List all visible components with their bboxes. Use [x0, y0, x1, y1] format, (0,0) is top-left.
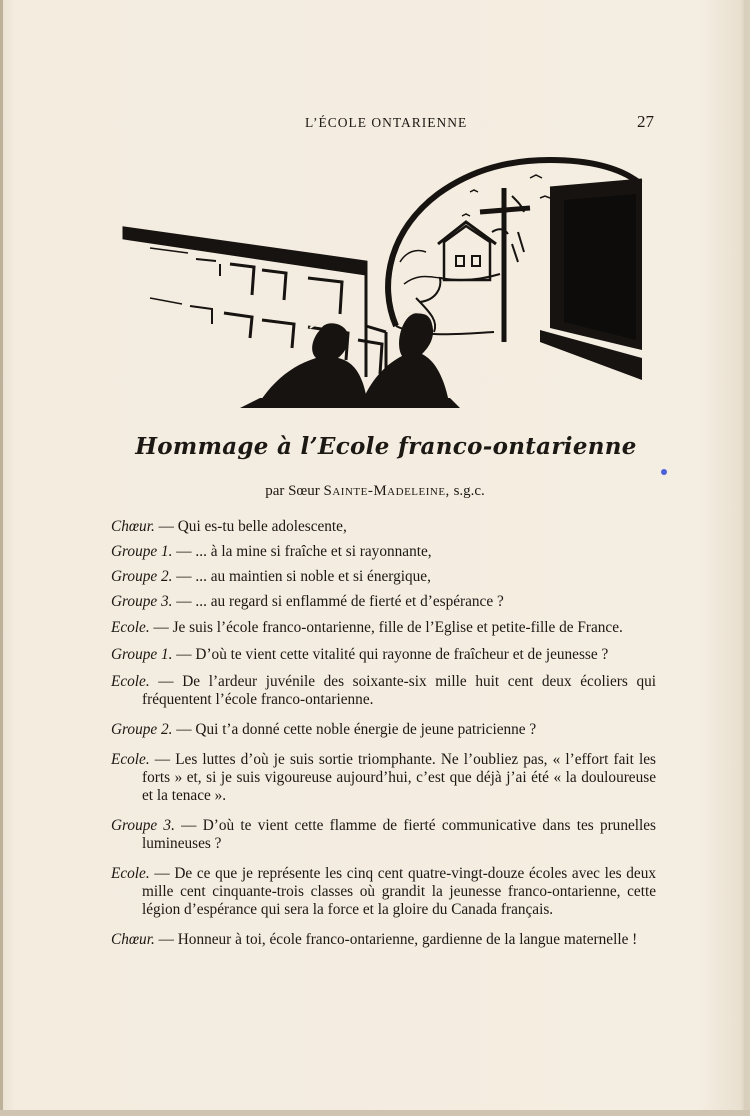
- dialogue-line: [111, 646, 656, 664]
- dialogue-line: [111, 543, 656, 561]
- page-bottom-edge: [0, 1110, 750, 1116]
- page-number: 27: [637, 112, 654, 131]
- byline-suffix: s.g.c.: [453, 483, 485, 499]
- line-text: — D’où te vient cette vitalité qui rayonne de fraîcheur et de jeunesse ?: [176, 646, 609, 663]
- ink-dot: [661, 469, 667, 475]
- line-text: — Honneur à toi, école franco-ontarienne, gardienne de la langue maternelle !: [158, 931, 638, 948]
- byline-author: Sainte-Madeleine,: [323, 483, 450, 499]
- dialogue-line: [111, 817, 656, 853]
- speaker: Ecole.: [111, 865, 150, 882]
- speaker: Chœur.: [111, 931, 155, 948]
- dialogue-line: [111, 673, 656, 709]
- dialogue-line: [111, 931, 656, 949]
- line-text: — De ce que je représente les cinq cent quatre-vingt-douze écoles avec les deux mille cent cinquante-trois classes où grandit la jeunesse franco-ontarienne, cette légion d’espérance qui sera la force et la gloire du Canada français.: [142, 865, 657, 918]
- running-title: L’ÉCOLE ONTARIENNE: [305, 115, 468, 130]
- speaker: Ecole.: [111, 673, 150, 690]
- speaker: Groupe 1.: [111, 543, 173, 560]
- byline: [0, 483, 750, 500]
- page-right-edge: [744, 0, 750, 1116]
- poem-title: Hommage à l’Ecole franco-ontarienne: [135, 433, 637, 460]
- speaker: Groupe 3.: [111, 593, 173, 610]
- school-illustration: [120, 152, 650, 414]
- line-text: — Qui t’a donné cette noble énergie de jeune patricienne ?: [176, 721, 537, 738]
- dialogue-line: [111, 721, 656, 739]
- speaker: Groupe 3.: [111, 817, 175, 834]
- window-frame: [540, 180, 642, 380]
- line-text: — De l’ardeur juvénile des soixante-six mille huit cent deux écoliers qui fréquentent l’école franco-ontarienne.: [142, 673, 656, 708]
- speaker: Groupe 2.: [111, 568, 173, 585]
- students-silhouettes: [256, 312, 450, 408]
- speaker: Ecole.: [111, 619, 150, 636]
- line-text: — ... au regard si enflammé de fierté et d’espérance ?: [176, 593, 504, 610]
- line-text: — ... à la mine si fraîche et si rayonnante,: [176, 543, 432, 560]
- dialogue-line: [111, 593, 656, 611]
- dialogue: [111, 518, 656, 949]
- byline-prefix: par Sœur: [265, 483, 320, 499]
- running-header: [0, 112, 750, 136]
- school-building-drawing: [124, 228, 386, 377]
- speaker: Groupe 1.: [111, 646, 173, 663]
- page-left-edge: [0, 0, 3, 1116]
- line-text: — D’où te vient cette flamme de fierté communicative dans tes prunelles lumineuses ?: [142, 817, 657, 852]
- line-text: — Les luttes d’où je suis sortie triomphante. Ne l’oubliez pas, « l’effort fait les forts » et, si je suis vigoureuse aujourd’hui, c’est que déjà j’ai été « la douloureuse et la tenace ».: [142, 751, 657, 804]
- line-text: — Je suis l’école franco-ontarienne, fille de l’Eglise et petite-fille de France.: [153, 619, 623, 636]
- speaker: Ecole.: [111, 751, 150, 768]
- dialogue-line: [111, 865, 656, 919]
- line-text: — Qui es-tu belle adolescente,: [158, 518, 347, 535]
- dialogue-line: [111, 518, 656, 536]
- speaker: Chœur.: [111, 518, 155, 535]
- speaker: Groupe 2.: [111, 721, 173, 738]
- dialogue-line: [111, 751, 656, 805]
- dialogue-line: [111, 568, 656, 586]
- ground-shadow: [240, 398, 460, 408]
- line-text: — ... au maintien si noble et si énergique,: [176, 568, 431, 585]
- dialogue-line: [111, 619, 656, 637]
